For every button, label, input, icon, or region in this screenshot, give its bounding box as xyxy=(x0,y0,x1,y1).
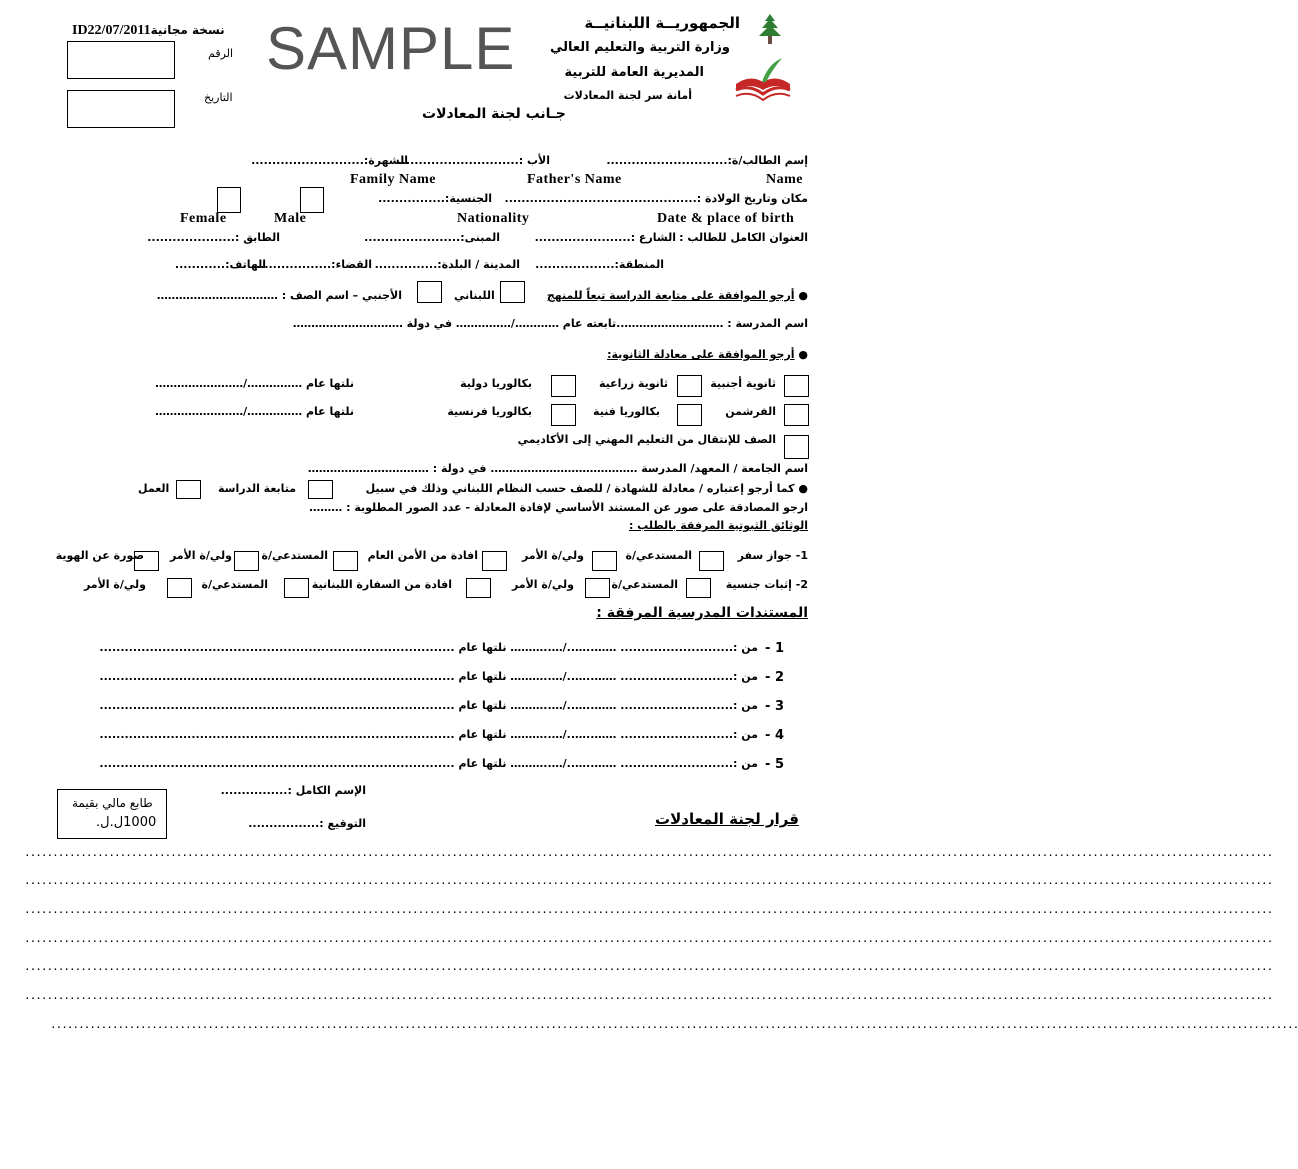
birth-field[interactable]: مكان وتاريخ الولادة :.............................................. xyxy=(504,192,808,205)
nationality-field[interactable]: الجنسية:................ xyxy=(378,192,492,205)
free-copy-label xyxy=(72,23,225,39)
school-docs-title-text: المستندات المدرسية المرفقة xyxy=(606,605,808,621)
french-bacc-label: بكالوريا فرنسية xyxy=(447,405,532,418)
natproof-applicant-label: المستدعي/ة xyxy=(611,578,678,591)
french-bacc-checkbox[interactable] xyxy=(551,404,576,426)
stamp-value: 1000ل.ل. xyxy=(96,815,157,830)
school-doc-row-1[interactable]: من :........................... ……..…../…..……… نلتها عام ..................................................................................... xyxy=(99,641,758,654)
date-label: التاريخ xyxy=(204,91,233,104)
general-security-checkbox[interactable] xyxy=(482,551,507,571)
passport-guardian-checkbox[interactable] xyxy=(592,551,617,571)
freshman-label: الفرشمن xyxy=(725,405,776,418)
decision-line-3[interactable]: .............................................................................................................................................................................................................................. xyxy=(24,903,1273,916)
ministry-title: وزارة التربية والتعليم العالي xyxy=(549,40,730,55)
school-doc-row-3[interactable]: من :........................... ……..…../…..……… نلتها عام ..................................................................................... xyxy=(99,699,758,712)
cedar-logo-icon xyxy=(754,12,786,46)
ministry-book-logo-icon xyxy=(732,56,794,102)
bullet-icon: ● xyxy=(794,348,808,361)
embassy-applicant-checkbox[interactable] xyxy=(284,578,309,598)
id-docs-title: الوثائق الثبوتية المرفقة بالطلب : xyxy=(628,519,808,532)
natproof-guardian-label: ولي/ة الأمر xyxy=(511,578,574,591)
number-label: الرقم xyxy=(208,47,234,60)
intl-bacc-label: بكالوريا دولية xyxy=(460,377,532,390)
security-applicant-checkbox[interactable] xyxy=(333,551,358,571)
curriculum-request-text: أرجو الموافقة على متابعة الدراسة تبعاً للمنهج xyxy=(546,289,795,302)
fathers-name-label-en: Father's Name xyxy=(527,172,622,187)
form-title: جـانب لجنة المعادلات xyxy=(422,106,566,122)
secondary-request-text: أرجو الموافقة على معادلة الثانوية: xyxy=(607,348,795,361)
name-label-en: Name xyxy=(766,172,803,187)
obtained-year-field-2[interactable]: نلتها عام ……………/…………………… xyxy=(155,405,354,418)
decision-line-6[interactable]: .............................................................................................................................................................................................................................. xyxy=(24,989,1273,1002)
male-label-en: Male xyxy=(274,211,307,226)
number-field[interactable] xyxy=(67,41,175,79)
embassy-guardian-checkbox[interactable] xyxy=(167,578,192,598)
decision-line-5[interactable]: .............................................................................................................................................................................................................................. xyxy=(24,960,1273,973)
agri-secondary-label: ثانوية زراعية xyxy=(598,377,668,390)
foreign-checkbox[interactable] xyxy=(417,281,442,303)
street-field[interactable]: الشارع :....................... xyxy=(534,231,676,244)
region-field[interactable]: المنطقة:................... xyxy=(535,258,664,271)
floor-field[interactable]: الطابق :..................... xyxy=(147,231,280,244)
also-request-text: كما أرجو إعتباره / معادلة للشهادة / للصف حسب النظام اللبناني وذلك في سبيل xyxy=(365,482,795,495)
stamp-label: طابع مالي بقيمة xyxy=(72,796,153,810)
bullet-icon: ● xyxy=(794,482,808,495)
nationality-label-en: Nationality xyxy=(457,211,530,226)
freshman-checkbox[interactable] xyxy=(784,404,809,426)
female-checkbox[interactable] xyxy=(217,187,241,213)
passport-label: 1- جواز سفر xyxy=(737,549,808,562)
embassy-guardian-label: ولي/ة الأمر xyxy=(83,578,146,591)
sample-watermark: SAMPLE xyxy=(266,15,516,82)
secondary-request xyxy=(607,348,808,361)
student-name-field[interactable]: إسم الطالب/ة:............................. xyxy=(606,154,808,167)
intl-bacc-checkbox[interactable] xyxy=(551,375,576,397)
general-security-label: افادة من الأمن العام xyxy=(367,549,478,562)
tech-bacc-checkbox[interactable] xyxy=(677,404,702,426)
embassy-checkbox[interactable] xyxy=(466,578,491,598)
passport-applicant-label: المستدعي/ة xyxy=(625,549,692,562)
university-row[interactable]: اسم الجامعة / المعهد/ المدرسة …………………………………. في دولة : …………………………… xyxy=(307,462,808,475)
also-request xyxy=(366,482,808,495)
school-doc-num-5: 5 - xyxy=(765,757,784,772)
embassy-applicant-label: المستدعي/ة xyxy=(201,578,268,591)
natproof-applicant-checkbox[interactable] xyxy=(686,578,711,598)
continue-study-checkbox[interactable] xyxy=(308,480,333,499)
school-docs-title: المستندات المدرسية المرفقة : xyxy=(596,605,808,621)
certify-copies[interactable]: ارجو المصادقة على صور عن المستند الأساسي لإفادة المعادلة - عدد الصور المطلوبة : ……… xyxy=(309,501,808,514)
work-checkbox[interactable] xyxy=(176,480,201,499)
lebanese-checkbox[interactable] xyxy=(500,281,525,303)
foreign-secondary-checkbox[interactable] xyxy=(784,375,809,397)
tech-bacc-label: بكالوريا فنية xyxy=(593,405,660,418)
male-checkbox[interactable] xyxy=(300,187,324,213)
secretariat-title: أمانة سر لجنة المعادلات xyxy=(563,89,692,102)
continue-study-label: متابعة الدراسة xyxy=(218,482,297,495)
security-guardian-checkbox[interactable] xyxy=(234,551,259,571)
id-code: ID22/07/2011 xyxy=(72,23,151,38)
nationality-proof-label: 2- إثبات جنسية xyxy=(725,578,808,591)
school-doc-num-2: 2 - xyxy=(765,670,784,685)
decision-line-2[interactable]: .............................................................................................................................................................................................................................. xyxy=(24,874,1273,887)
bullet-icon: ● xyxy=(794,289,808,302)
foreign-class-field[interactable]: الأجنبي – اسم الصف : …………………………… xyxy=(156,289,402,302)
birth-label-en: Date & place of birth xyxy=(657,211,795,226)
obtained-year-field-1[interactable]: نلتها عام ……………/…………………… xyxy=(155,377,354,390)
school-doc-num-1: 1 - xyxy=(765,641,784,656)
school-doc-row-2[interactable]: من :........................... ……..…../…..……… نلتها عام ..................................................................................... xyxy=(99,670,758,683)
school-doc-num-3: 3 - xyxy=(765,699,784,714)
work-label: العمل xyxy=(138,482,170,495)
embassy-label: افادة من السفارة اللبنانية xyxy=(311,578,452,591)
passport-applicant-checkbox[interactable] xyxy=(699,551,724,571)
decision-title: قرار لجنة المعادلات xyxy=(655,810,799,828)
father-name-field[interactable]: الأب :............................. xyxy=(397,154,550,167)
school-doc-row-5[interactable]: من :........................... ……..…../…..……… نلتها عام ..................................................................................... xyxy=(99,757,758,770)
foreign-secondary-label: ثانوية أجنبية xyxy=(710,377,776,390)
passport-guardian-label: ولي/ة الأمر xyxy=(521,549,584,562)
school-doc-row-4[interactable]: من :........................... ……..…../…..……… نلتها عام ..................................................................................... xyxy=(99,728,758,741)
decision-line-4[interactable]: .............................................................................................................................................................................................................................. xyxy=(24,932,1273,945)
free-copy-text: نسخة مجانية xyxy=(150,23,225,37)
full-name-field[interactable]: الإسم الكامل :................ xyxy=(220,784,366,797)
security-applicant-label: المستدعي/ة xyxy=(261,549,328,562)
directorate-title: المديرية العامة للتربية xyxy=(564,65,704,80)
security-guardian-label: ولي/ة الأمر xyxy=(169,549,232,562)
republic-title: الجمهوريــة اللبنانيــة xyxy=(584,14,740,32)
vocational-checkbox[interactable] xyxy=(784,435,809,459)
agri-secondary-checkbox[interactable] xyxy=(677,375,702,397)
school-doc-num-4: 4 - xyxy=(765,728,784,743)
decision-line-7[interactable]: .............................................................................................................................................................................................................................. xyxy=(50,1018,1298,1031)
phone-field[interactable]: الهاتف:............ xyxy=(174,258,266,271)
district-field[interactable]: القضاء:................... xyxy=(251,258,372,271)
female-label-en: Female xyxy=(180,211,227,226)
curriculum-request xyxy=(547,289,808,302)
city-field[interactable]: المدينة / البلدة:............... xyxy=(374,258,520,271)
signature-field[interactable]: التوقيع :................. xyxy=(248,817,366,830)
natproof-guardian-checkbox[interactable] xyxy=(585,578,610,598)
building-field[interactable]: المبنى:....................... xyxy=(364,231,500,244)
family-name-label-en: Family Name xyxy=(350,172,436,187)
lebanese-label: اللبناني xyxy=(454,289,495,302)
vocational-label: الصف للإنتقال من التعليم المهني إلى الأكاديمي xyxy=(517,433,776,446)
decision-line-1[interactable]: .............................................................................................................................................................................................................................. xyxy=(24,846,1273,859)
school-row[interactable]: اسم المدرسة : ………………………..تابعته عام …………/…………… في دولة ………………………… xyxy=(292,317,808,330)
id-copy-label: صورة عن الهوية xyxy=(55,549,144,562)
address-label: العنوان الكامل للطالب : xyxy=(679,231,808,244)
date-field[interactable] xyxy=(67,90,175,128)
family-name-field[interactable]: الشهرة:........................... xyxy=(251,154,408,167)
